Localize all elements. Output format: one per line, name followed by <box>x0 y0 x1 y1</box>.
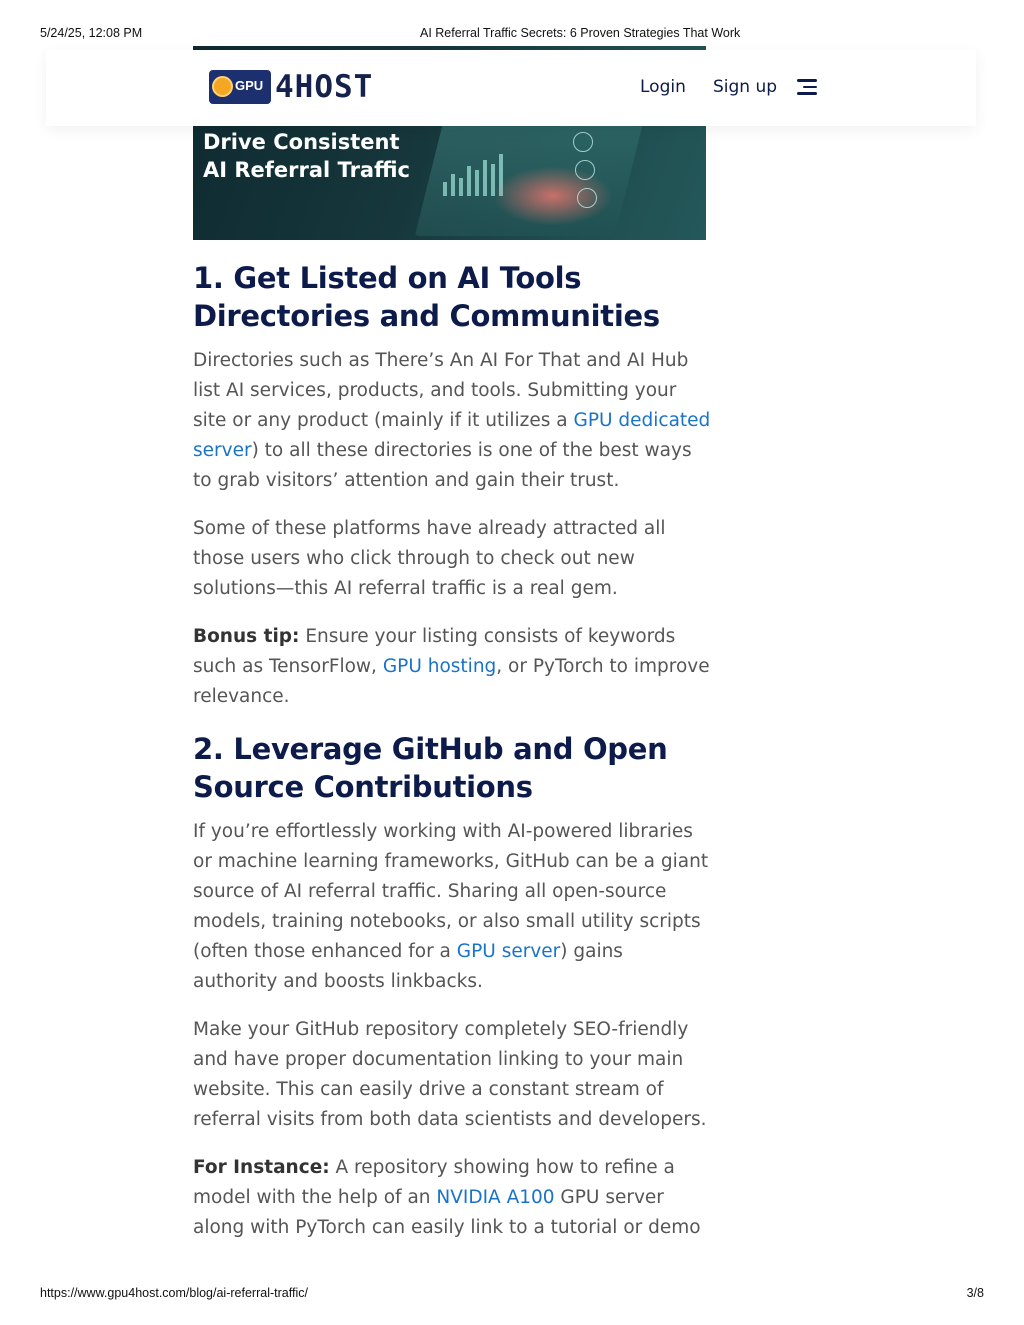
hero-chart-icon <box>575 160 595 180</box>
print-page-number: 3/8 <box>966 1286 984 1300</box>
print-url: https://www.gpu4host.com/blog/ai-referral-traffic/ <box>40 1286 308 1300</box>
print-footer <box>40 1286 984 1302</box>
print-header <box>40 26 984 42</box>
section2-paragraph2: Make your GitHub repository completely SEO-friendly and have proper documentation linking to your main website. This can easily drive a constant stream of referral visits from both data scientists and developers. <box>193 1019 707 1130</box>
logo-badge-text: GPU <box>235 78 264 93</box>
for-instance-label: For Instance: <box>193 1157 330 1178</box>
hero-cloud-icon <box>577 188 597 208</box>
section2-for-instance: For Instance: A repository showing how to refine a model with the help of an NVIDIA A100 GPU server along with PyTorch can easily link to a tutorial or demo <box>193 1157 701 1238</box>
hero-caption <box>203 128 410 184</box>
section1-paragraph1: Directories such as There’s An AI For That and AI Hub list AI services, products, and tools. Submitting your site or any product (mainly if it utilizes a GPU dedicated server) to all these directories is one of the best ways to grab visitors’ attention and gain their trust. <box>193 350 711 491</box>
section2-heading: 2. Leverage GitHub and Open Source Contributions <box>193 732 668 804</box>
logo-wordmark: 4HOST <box>275 69 374 105</box>
hero-caption-line2: AI Referral Traffic <box>203 158 410 182</box>
site-logo[interactable] <box>209 70 399 106</box>
logo-badge <box>209 70 271 104</box>
gpu-dedicated-server-link[interactable]: GPU dedicated server <box>193 410 711 461</box>
hero-network-icon <box>573 132 593 152</box>
gpu-server-link[interactable]: GPU server <box>456 941 561 962</box>
article-body <box>193 260 713 1243</box>
login-link[interactable]: Login <box>640 77 686 97</box>
nvidia-a100-link[interactable]: NVIDIA A100 <box>436 1187 555 1208</box>
print-document-title: AI Referral Traffic Secrets: 6 Proven Strategies That Work <box>420 26 741 40</box>
site-header <box>46 50 976 126</box>
hamburger-menu-icon[interactable] <box>797 79 817 95</box>
signup-link[interactable]: Sign up <box>713 77 778 97</box>
print-date: 5/24/25, 12:08 PM <box>40 26 143 40</box>
section2-paragraph1: If you’re effortlessly working with AI-powered libraries or machine learning frameworks, GitHub can be a giant source of AI referral traffic. Sharing all open-source models, training notebooks, or also small utility scripts (often those enhanced for a GPU server) gains authority and boosts linkbacks. <box>193 821 709 992</box>
bonus-tip-label: Bonus tip: <box>193 626 300 647</box>
logo-sun-icon <box>214 78 231 95</box>
gpu-hosting-link[interactable]: GPU hosting <box>382 656 497 677</box>
hero-caption-line1: Drive Consistent <box>203 130 400 154</box>
section1-heading: 1. Get Listed on AI Tools Directories and Communities <box>193 261 660 333</box>
section1-bonus-tip: Bonus tip: Ensure your listing consists of keywords such as TensorFlow, GPU hosting, or PyTorch to improve relevance. <box>193 626 710 707</box>
section1-paragraph2: Some of these platforms have already attracted all those users who click through to check out new solutions—this AI referral traffic is a real gem. <box>193 518 666 599</box>
